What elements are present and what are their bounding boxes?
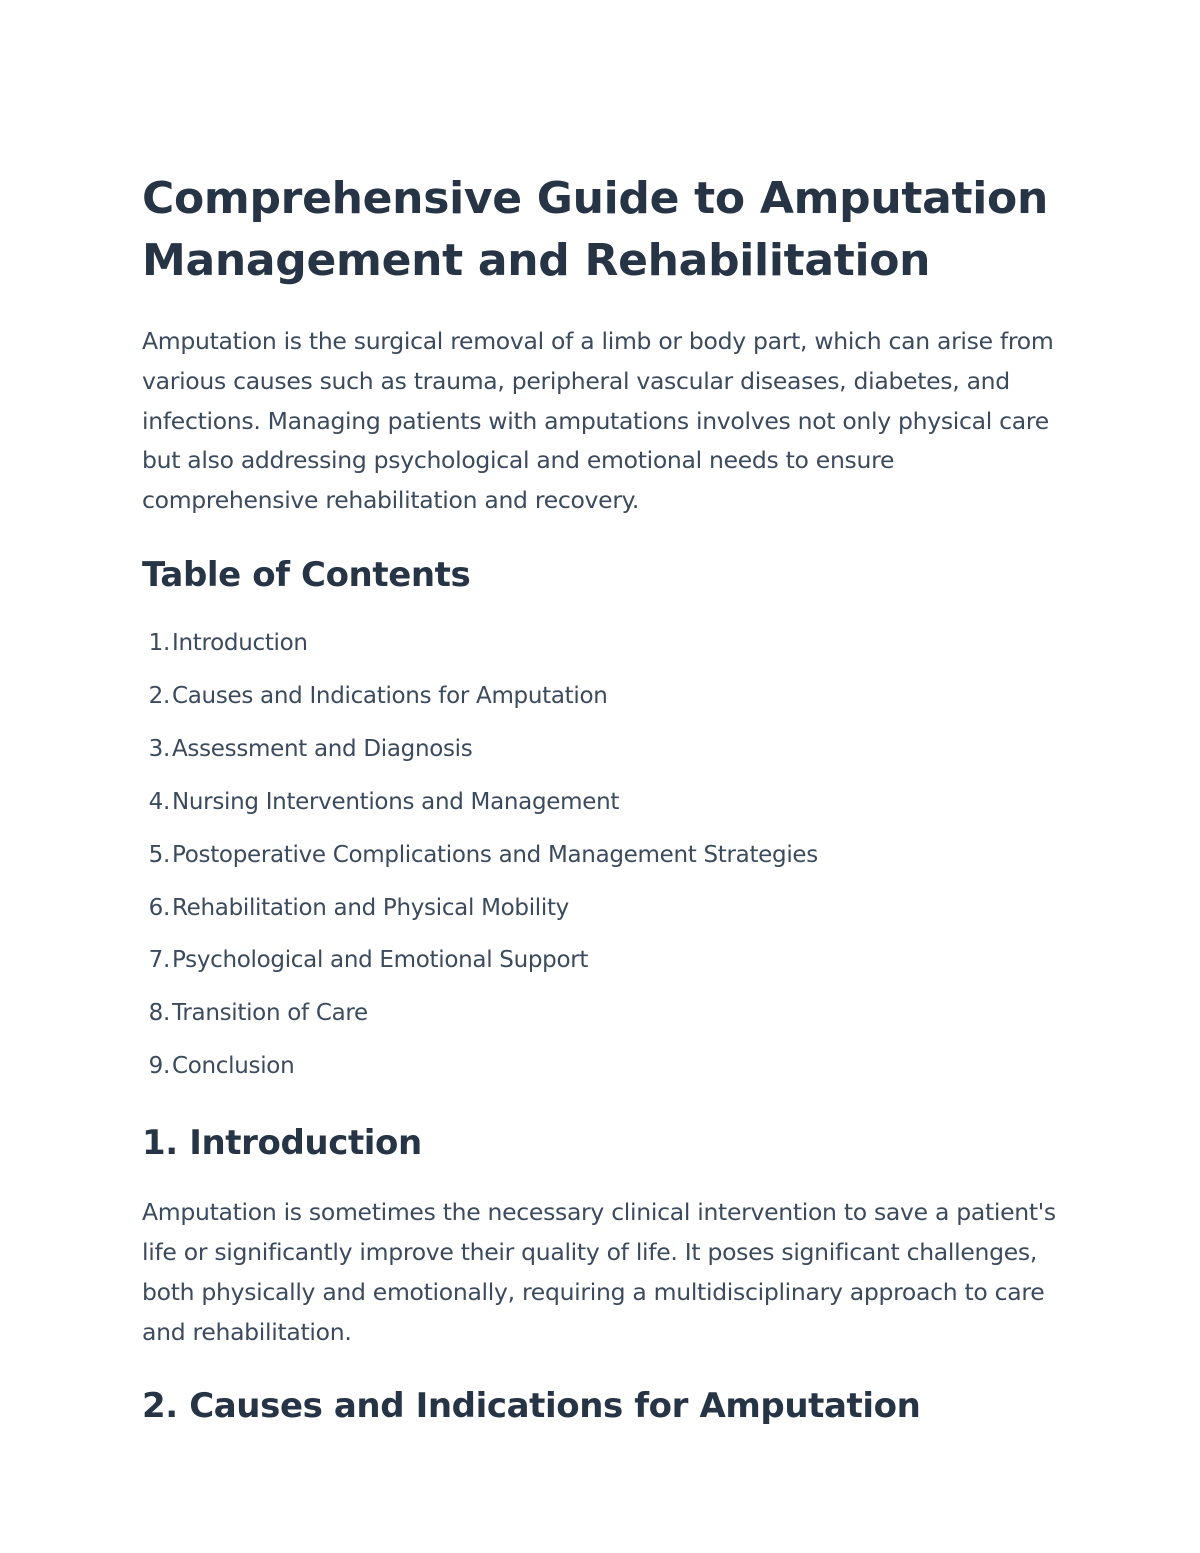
- toc-item-number: 1.: [148, 629, 170, 656]
- intro-paragraph: Amputation is the surgical removal of a limb or body part, which can arise from various causes such as trauma, peripheral vascular diseases, diabetes, and infections. Managing patients with amputations involves not only physical care but also addressing psychological and emotional needs to ensure comprehensive rehabilitation and recovery.: [142, 327, 1054, 515]
- toc-item-number: 7.: [148, 947, 170, 974]
- toc-item-label: Causes and Indications for Amputation: [172, 682, 608, 709]
- table-of-contents: [142, 617, 1072, 1093]
- toc-item-label: Nursing Interventions and Management: [172, 788, 620, 815]
- toc-item-nursing[interactable]: [142, 776, 1072, 829]
- section-heading-causes: 2. Causes and Indications for Amputation: [142, 1386, 921, 1427]
- toc-item-label: Postoperative Complications and Management Strategies: [172, 841, 818, 868]
- section-body-introduction: Amputation is sometimes the necessary clinical intervention to save a patient's life or significantly improve their quality of life. It poses significant challenges, both physically and emotionally, requiring a multidisciplinary approach to care and rehabilitation.: [142, 1198, 1056, 1346]
- toc-item-number: 8.: [148, 1000, 170, 1027]
- toc-item-number: 4.: [148, 788, 170, 815]
- toc-item-assessment[interactable]: [142, 723, 1072, 776]
- toc-item-psychological[interactable]: [142, 934, 1072, 987]
- toc-item-label: Conclusion: [172, 1053, 295, 1080]
- toc-item-label: Assessment and Diagnosis: [172, 735, 473, 762]
- toc-item-number: 6.: [148, 894, 170, 921]
- toc-item-label: Transition of Care: [172, 1000, 368, 1027]
- toc-item-causes[interactable]: [142, 670, 1072, 723]
- toc-item-transition[interactable]: [142, 987, 1072, 1040]
- toc-item-introduction[interactable]: [142, 617, 1072, 670]
- document-title: [142, 168, 1072, 292]
- toc-item-label: Psychological and Emotional Support: [172, 947, 589, 974]
- toc-item-number: 3.: [148, 735, 170, 762]
- toc-item-label: Introduction: [172, 629, 308, 656]
- toc-item-conclusion[interactable]: [142, 1040, 1072, 1093]
- toc-heading: Table of Contents: [142, 554, 471, 595]
- toc-item-number: 2.: [148, 682, 170, 709]
- toc-item-number: 5.: [148, 841, 170, 868]
- toc-item-rehabilitation[interactable]: [142, 882, 1072, 935]
- document-title-line-1: Comprehensive Guide to Amputation: [142, 173, 1048, 224]
- toc-item-label: Rehabilitation and Physical Mobility: [172, 894, 569, 921]
- document-page: [142, 168, 1072, 1430]
- toc-item-number: 9.: [148, 1053, 170, 1080]
- section-heading-introduction: 1. Introduction: [142, 1123, 422, 1164]
- document-title-line-2: Management and Rehabilitation: [142, 235, 931, 286]
- toc-item-complications[interactable]: [142, 829, 1072, 882]
